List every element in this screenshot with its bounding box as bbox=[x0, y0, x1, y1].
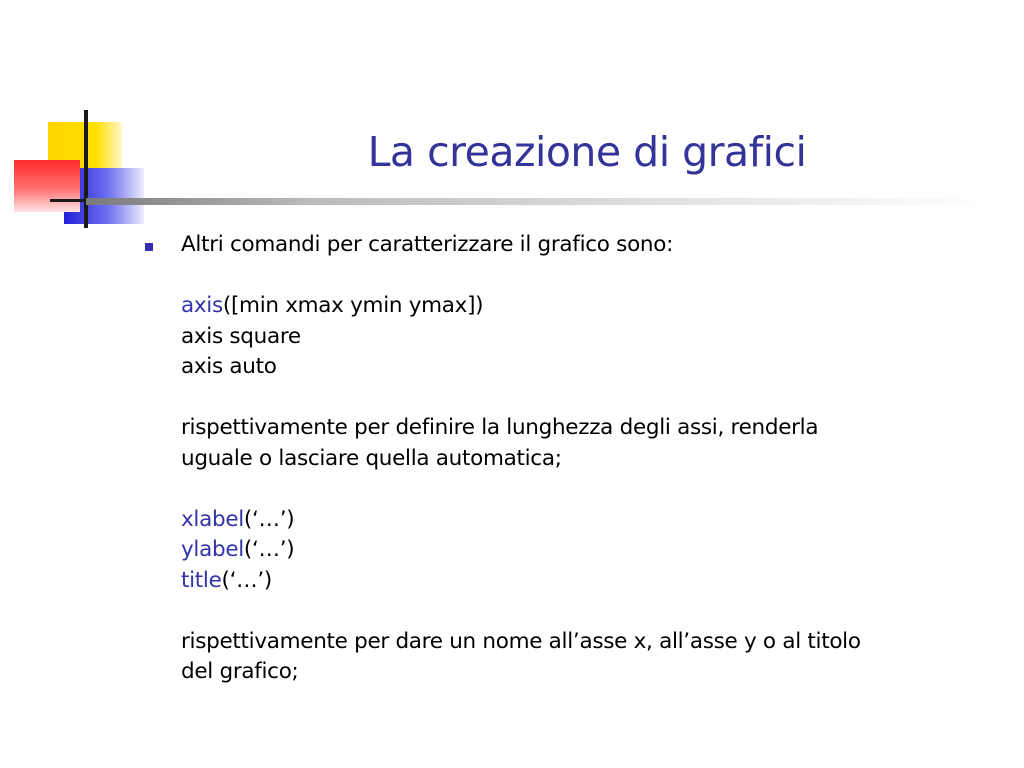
xlabel-keyword: xlabel bbox=[181, 506, 244, 532]
vertical-bar bbox=[84, 110, 88, 228]
ylabel-keyword: ylabel bbox=[181, 537, 244, 562]
spacer bbox=[181, 261, 1001, 292]
title-command bbox=[181, 566, 1001, 597]
spacer bbox=[181, 596, 1001, 627]
axis-args: ([min xmax ymin ymax]) bbox=[222, 293, 484, 318]
ylabel-args: (‘…’) bbox=[243, 537, 295, 562]
xlabel-command bbox=[181, 505, 1001, 536]
slide-body bbox=[181, 230, 1001, 688]
axis-command bbox=[181, 291, 1001, 322]
axis-description-line-1: rispettivamente per definire la lunghezza degli assi, renderla bbox=[181, 415, 819, 440]
title-args: (‘…’) bbox=[221, 567, 272, 593]
label-description-line-1: rispettivamente per dare un nome all’asse x, all’asse y o al titolo bbox=[181, 628, 861, 654]
spacer bbox=[181, 474, 1001, 505]
axis-keyword: axis bbox=[181, 293, 223, 318]
title-underline bbox=[86, 198, 986, 205]
bullet-square-icon bbox=[145, 243, 153, 251]
intro-text: Altri comandi per caratterizzare il grafico sono: bbox=[181, 232, 674, 257]
slide-title: La creazione di grafici bbox=[367, 128, 807, 176]
label-description-line-2: del grafico; bbox=[181, 659, 299, 684]
axis-auto-command: axis auto bbox=[181, 354, 277, 379]
spacer bbox=[181, 383, 1001, 414]
red-square bbox=[14, 160, 80, 212]
xlabel-args: (‘…’) bbox=[243, 506, 295, 532]
axis-square-command: axis square bbox=[181, 323, 301, 349]
ylabel-command bbox=[181, 535, 1001, 566]
title-keyword: title bbox=[181, 567, 222, 593]
axis-description-line-2: uguale o lasciare quella automatica; bbox=[181, 445, 562, 471]
